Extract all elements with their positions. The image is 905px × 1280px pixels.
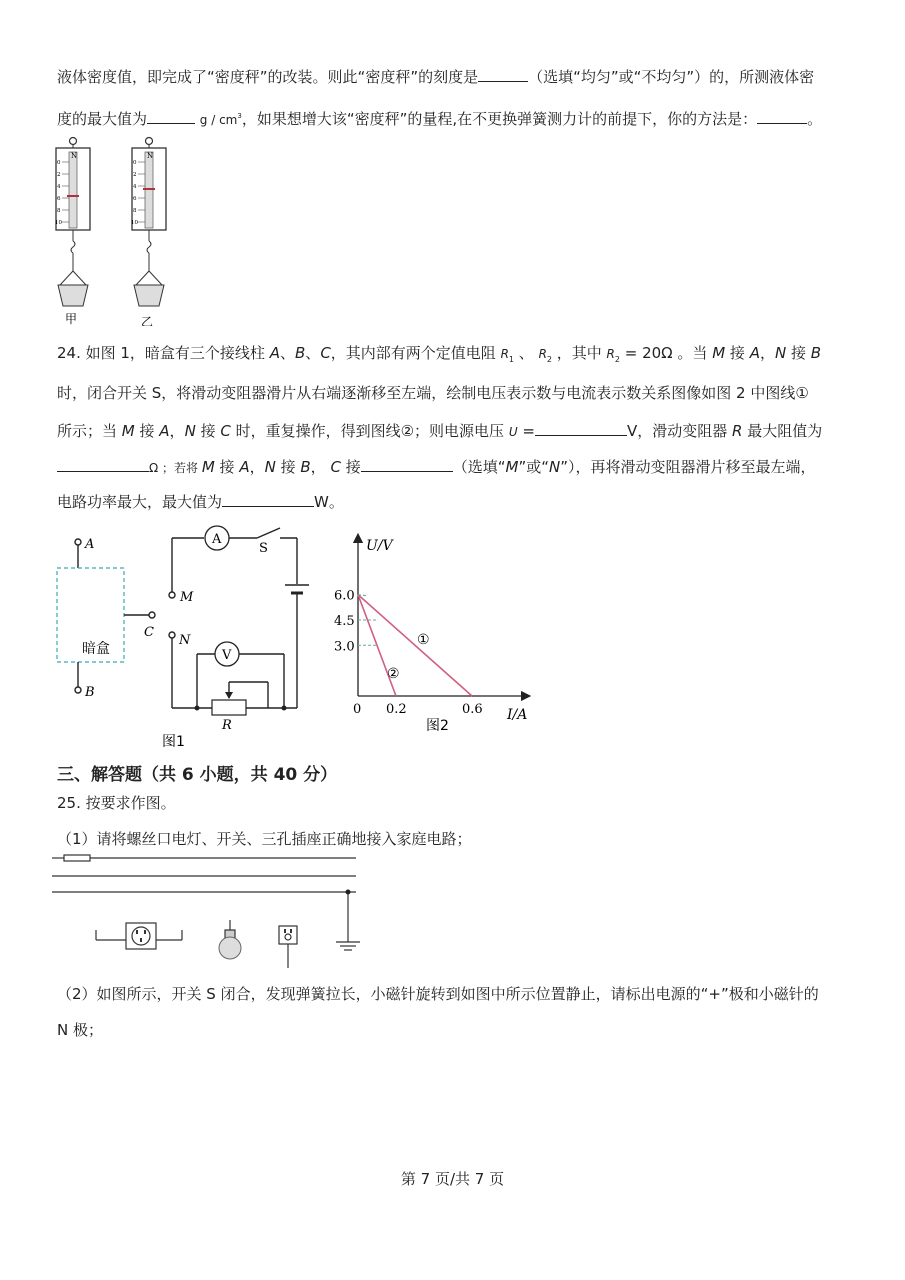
rheostat-label: R [222, 718, 232, 733]
var: C [330, 458, 341, 476]
y-tick-label: 4.5 [334, 613, 355, 629]
q24-line1 [57, 343, 821, 370]
switch-label: S [259, 541, 268, 556]
q24-line5 [57, 492, 344, 512]
q23-line1 [57, 67, 814, 87]
household-circuit-figure [50, 850, 370, 975]
figure-1-caption: 图1 [162, 734, 185, 750]
var: R [500, 347, 509, 361]
tick: 4 [57, 184, 61, 190]
q24-line3 [57, 421, 822, 442]
dark-box-label: 暗盒 [82, 641, 110, 657]
unit-label: N [71, 152, 78, 160]
q23-line2 [57, 106, 822, 130]
text-span: 接 [340, 458, 361, 476]
graph-figure-2 [330, 530, 540, 755]
text-span: 液体密度值，即完成了“密度秤”的改装。则此“密度秤”的刻度是 [57, 68, 479, 86]
ammeter-icon: A [212, 532, 222, 547]
text-span: ，其内部有两个定值电阻 [330, 344, 501, 362]
text-span: （选填“均匀”或“不均匀”）的，所测液体密 [528, 68, 815, 86]
text-span: V，滑动变阻器 [626, 422, 732, 440]
var: R [732, 422, 743, 440]
unit: g / cm [199, 113, 238, 127]
text-span: ，如果想增大该“密度秤”的量程,在不更换弹簧测力计的前提下，你的方法是： [241, 110, 758, 128]
answer-blank[interactable] [535, 421, 627, 436]
var: N [264, 458, 276, 476]
var: N [184, 422, 196, 440]
terminal-M-label: M [180, 590, 194, 605]
label-yi: 乙 [141, 315, 154, 326]
var: C [320, 344, 331, 362]
page-footer: 第 7 页/共 7 页 [400, 1170, 505, 1188]
var: N [549, 458, 561, 476]
series-2-label: ② [387, 666, 400, 682]
x-tick-label: 0.2 [386, 702, 407, 717]
unit-label: N [147, 152, 154, 160]
var: R [606, 347, 615, 361]
var: A [749, 344, 760, 362]
var: U [508, 425, 518, 439]
text-span: W。 [314, 493, 344, 511]
text-span: 时，重复操作，得到图线②；则电源电压 [230, 422, 509, 440]
x-tick-label: 0.6 [462, 702, 483, 717]
figure-2-caption: 图2 [426, 718, 449, 734]
text-span: （选填“ [452, 458, 506, 476]
text-span: 接 [195, 422, 221, 440]
tick: 4 [133, 184, 137, 190]
y-tick-label: 6.0 [334, 588, 355, 604]
y-axis-label: U/V [366, 538, 393, 554]
text-span: ， [249, 458, 265, 476]
text-span: ”），再将滑动变阻器滑片移至最左端， [560, 458, 816, 476]
terminal-A-label: A [85, 537, 95, 552]
text-span: 、 [514, 344, 539, 362]
q25-part1: （1）请将螺丝口电灯、开关、三孔插座正确地接入家庭电路； [57, 830, 472, 848]
sub: 2 [546, 355, 552, 364]
spring-scales-figure [48, 136, 198, 326]
series-1-label: ① [417, 632, 430, 648]
text-span: ，其中 [552, 344, 607, 362]
origin-label: 0 [353, 702, 362, 717]
text-span: ， [169, 422, 185, 440]
spring-scale-yi [131, 138, 166, 327]
text-span: 电路功率最大，最大值为 [57, 493, 223, 511]
text-span: 接 [214, 458, 240, 476]
var: C [220, 422, 231, 440]
terminal-N-label: N [179, 633, 191, 648]
tick: 8 [133, 208, 137, 214]
q24-line2: 时，闭合开关 S，将滑动变阻器滑片从右端逐渐移至左端，绘制电压表示数与电流表示数关系图像如图 2 中图线① [57, 384, 809, 402]
tick: 6 [133, 196, 137, 202]
answer-blank[interactable] [222, 492, 314, 507]
var: B [810, 344, 822, 362]
var: A [159, 422, 170, 440]
text-span: 接 [725, 344, 750, 362]
tick: 6 [57, 196, 61, 202]
var: M [121, 422, 135, 440]
text-span: 接 [134, 422, 160, 440]
text-span: 24. 如图 1，暗盒有三个接线柱 [57, 344, 270, 362]
sub: 2 [614, 355, 620, 364]
text-span: ， [759, 344, 775, 362]
x-axis-label: I/A [507, 707, 528, 723]
text-span: 接 [275, 458, 301, 476]
answer-blank[interactable] [361, 457, 453, 472]
var: A [239, 458, 250, 476]
text-span: ”或“ [518, 458, 549, 476]
var: B [300, 458, 311, 476]
text-span: = [517, 422, 535, 440]
q24-line4 [57, 457, 816, 478]
tick: 0 [57, 160, 61, 166]
answer-blank[interactable] [147, 109, 195, 124]
tick: 10 [55, 220, 62, 226]
var: M [505, 458, 519, 476]
terminal-B-label: B [85, 685, 95, 700]
q25-part2-line1: （2）如图所示，开关 S 闭合，发现弹簧拉长，小磁针旋转到如图中所示位置静止，请标出电源的“+”极和小磁针的 [57, 985, 819, 1003]
label-jia: 甲 [65, 312, 78, 326]
tick: 8 [57, 208, 61, 214]
var: M [712, 344, 726, 362]
text-span: 接 [786, 344, 811, 362]
answer-blank[interactable] [757, 109, 807, 124]
text-span: 。 [807, 110, 823, 128]
answer-blank[interactable] [478, 67, 528, 82]
var: M [201, 458, 215, 476]
y-tick-label: 3.0 [334, 639, 355, 655]
text-span: ， [310, 458, 331, 476]
text-span: Ω ；若将 [149, 461, 202, 475]
spring-scale-jia [55, 138, 90, 327]
text-span: 度的最大值为 [57, 110, 148, 128]
tick: 0 [133, 160, 137, 166]
tick: 2 [133, 172, 137, 178]
terminal-C-label: C [144, 625, 154, 640]
answer-blank[interactable] [57, 457, 149, 472]
var: B [295, 344, 306, 362]
var: A [269, 344, 280, 362]
q25-part2-line2: N 极； [57, 1021, 103, 1039]
text-span: 所示；当 [57, 422, 122, 440]
circuit-figure-1 [52, 522, 312, 752]
tick: 10 [131, 220, 138, 226]
voltmeter-icon: V [222, 648, 232, 663]
unit-sup: 3 [237, 112, 242, 120]
q25-title: 25. 按要求作图。 [57, 794, 176, 812]
var: N [774, 344, 787, 362]
var: R [538, 347, 547, 361]
text-span: 、 [279, 344, 295, 362]
tick: 2 [57, 172, 61, 178]
section-heading: 三、解答题（共 6 小题，共 40 分） [57, 765, 338, 785]
sub: 1 [508, 355, 515, 364]
text-span: 最大阻值为 [742, 422, 823, 440]
text-span: 、 [305, 344, 321, 362]
text-span: = 20Ω 。当 [619, 344, 713, 362]
